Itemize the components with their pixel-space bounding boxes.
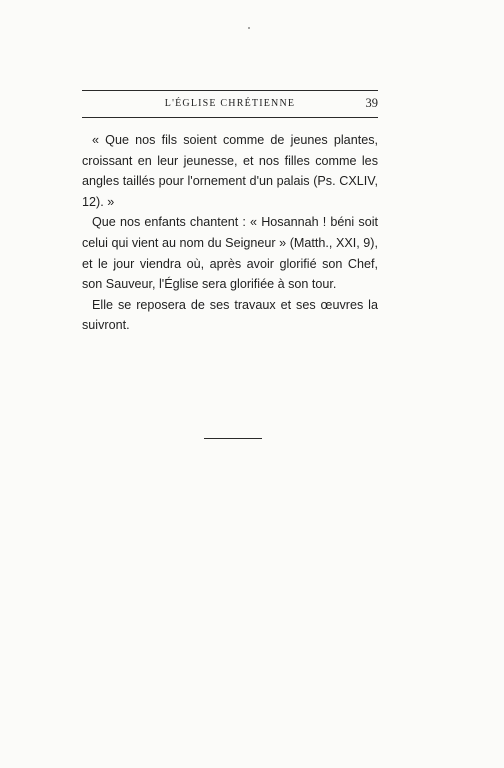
page-number: 39 <box>365 96 378 110</box>
running-title: L'ÉGLISE CHRÉTIENNE <box>164 98 296 109</box>
paragraph-hosannah: Que nos enfants chantent : « Hosannah ! béni soit celui qui vient au nom du Seigneur » (Matth., XXI, 9), et le jour viendra où, après avoir glorifié son Chef, son Sauveur, l'Église sera glorifiée à son tour. <box>82 215 378 292</box>
paper-speck <box>248 27 250 29</box>
paragraph-rest: Elle se reposera de ses travaux et ses œuvres la suivront. <box>82 297 378 333</box>
header-top-rule <box>82 90 378 91</box>
header-bottom-rule <box>82 117 378 118</box>
body-text <box>82 130 378 336</box>
end-of-chapter-rule <box>204 438 262 439</box>
running-header <box>82 96 378 112</box>
paragraph-psalm-quote: « Que nos fils soient comme de jeunes plantes, croissant en leur jeunesse, et nos filles comme les angles taillés pour l'ornement d'un palais (Ps. CXLIV, 12). » <box>82 133 378 209</box>
